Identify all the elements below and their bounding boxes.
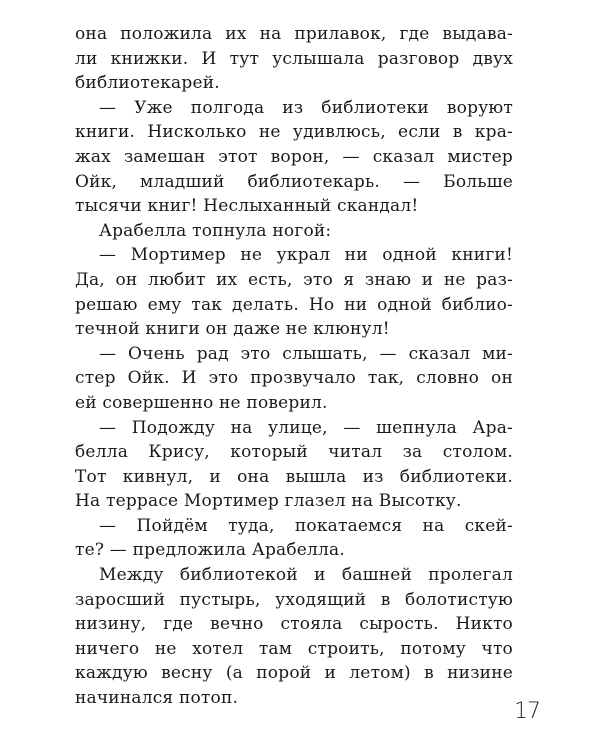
text-line: — Мортимер не украл ни одной книги!: [99, 245, 513, 266]
book-page-text: [75, 22, 513, 711]
text-line: книги. Нисколько не удивлюсь, если в кра-: [75, 122, 513, 143]
paragraph: [75, 22, 513, 96]
text-line: На террасе Мортимер глазел на Высотку.: [75, 491, 462, 512]
text-line: жах замешан этот ворон, — сказал мистер: [75, 146, 513, 167]
text-line: Да, он любит их есть, это я знаю и не раз-: [75, 269, 513, 290]
text-line: Между библиотекой и башней пролегал: [99, 565, 513, 586]
text-line: ничего не хотел там строить, потому что: [75, 638, 513, 659]
text-line: — Подожду на улице, — шепнула Ара-: [99, 417, 513, 438]
paragraph: [75, 96, 513, 219]
text-line: — Уже полгода из библиотеки воруют: [99, 97, 513, 118]
text-line: белла Крису, который читал за столом.: [75, 442, 513, 463]
text-line: тысячи книг! Неслыханный скандал!: [75, 196, 419, 217]
text-line: Ойк, младший библиотекарь. — Больше: [75, 171, 513, 192]
text-line: ли книжки. И тут услышала разговор двух: [75, 48, 513, 69]
text-line: — Очень рад это слышать, — сказал ми-: [99, 343, 513, 364]
text-line: библиотекарей.: [75, 73, 220, 94]
text-line: стер Ойк. И это прозвучало так, словно он: [75, 368, 513, 389]
paragraph: [75, 514, 513, 563]
text-line: те? — предложила Арабелла.: [75, 540, 345, 561]
text-line: Тот кивнул, и она вышла из библиотеки.: [75, 466, 513, 487]
text-line: начинался потоп.: [75, 688, 239, 709]
text-line: — Пойдём туда, покатаемся на скей-: [99, 515, 513, 536]
text-line: течной книги он даже не клюнул!: [75, 319, 390, 340]
paragraph: [75, 416, 513, 514]
text-line: Арабелла топнула ногой:: [99, 220, 332, 241]
paragraph: [75, 342, 513, 416]
text-line: каждую весну (а порой и летом) в низине: [75, 663, 513, 684]
page-number: 17: [514, 699, 540, 724]
text-line: заросший пустырь, уходящий в болотистую: [75, 589, 513, 610]
text-line: решаю ему так делать. Но ни одной библио-: [75, 294, 513, 315]
paragraph: [75, 219, 513, 244]
text-line: низину, где вечно стояла сырость. Никто: [75, 614, 513, 635]
text-line: она положила их на прилавок, где выдава-: [75, 24, 513, 44]
paragraph: [75, 563, 513, 711]
text-line: ей совершенно не поверил.: [75, 392, 328, 413]
paragraph: [75, 243, 513, 341]
